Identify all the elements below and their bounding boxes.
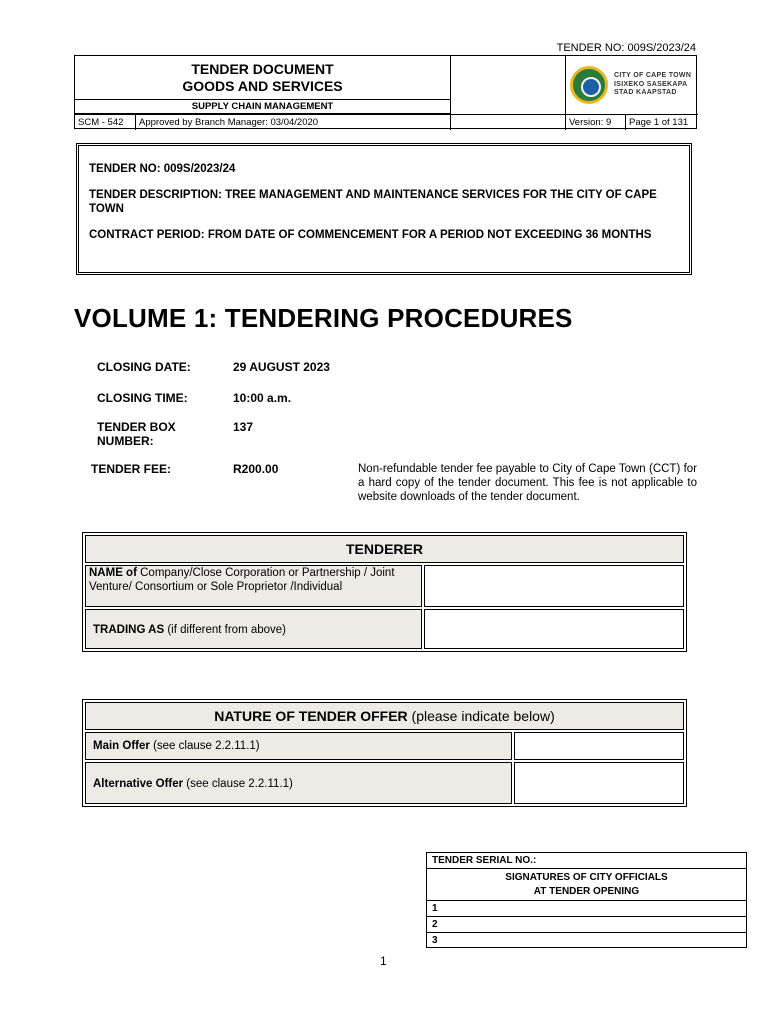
main-offer-label: [85, 732, 512, 760]
volume-title: VOLUME 1: TENDERING PROCEDURES: [74, 303, 573, 333]
logo-line-1: CITY OF CAPE TOWN: [614, 72, 692, 80]
offer-heading-rest: (please indicate below): [407, 708, 555, 724]
city-logo: [566, 56, 698, 114]
offer-heading: [85, 702, 684, 730]
document-title: [75, 56, 451, 100]
version-label: Version: 9: [566, 114, 626, 130]
header-blank-bottom: [451, 114, 566, 130]
signature-row-3[interactable]: 3: [432, 935, 438, 946]
signatures-heading: [427, 869, 746, 901]
tender-box-label-line-1: TENDER BOX: [97, 420, 176, 434]
closing-time-value: 10:00 a.m.: [233, 391, 292, 405]
closing-date-label: CLOSING DATE:: [97, 360, 191, 374]
form-code: SCM - 542: [75, 114, 136, 130]
tenderer-name-label: [85, 565, 422, 607]
signatures-heading-line-2: AT TENDER OPENING: [533, 886, 640, 897]
tender-box-value: 137: [233, 420, 254, 434]
alt-offer-bold: Alternative Offer: [93, 778, 184, 790]
logo-text: [614, 72, 691, 98]
signature-row-2[interactable]: 2: [427, 917, 746, 933]
alternative-offer-field[interactable]: [514, 762, 684, 804]
signatures-heading-line-1: SIGNATURES OF CITY OFFICIALS: [505, 872, 668, 883]
main-offer-field[interactable]: [514, 732, 684, 760]
signature-row-1[interactable]: 1: [427, 901, 746, 917]
serial-no-label: TENDER SERIAL NO.:: [427, 853, 746, 869]
main-offer-rest: (see clause 2.2.11.1): [149, 740, 260, 752]
tender-fee-label: TENDER FEE:: [91, 462, 172, 476]
tender-box-label: [97, 420, 176, 448]
tender-fee-note: Non-refundable tender fee payable to City of Cape Town (CCT) for a hard copy of the tender document. This fee is not applicable to website downloads of the tender document.: [358, 463, 697, 503]
tender-fee-value: R200.00: [233, 462, 279, 476]
info-tender-no: TENDER NO: 009S/2023/24: [89, 163, 236, 175]
title-line-2: GOODS AND SERVICES: [182, 77, 343, 94]
tender-box-label-line-2: NUMBER:: [97, 434, 154, 448]
name-label-rest: Company/Close Corporation or Partnership / Joint Venture/ Consortium or Sole Proprietor /Individual: [89, 567, 395, 593]
logo-line-3: STAD KAAPSTAD: [614, 89, 677, 97]
tender-reference: TENDER NO: 009S/2023/24: [556, 42, 696, 54]
offer-heading-bold: NATURE OF TENDER OFFER: [214, 708, 408, 724]
page-number: 1: [380, 954, 387, 968]
title-line-1: TENDER DOCUMENT: [191, 60, 334, 77]
closing-time-label: CLOSING TIME:: [97, 391, 188, 405]
name-label-bold: NAME of: [89, 567, 137, 579]
page-count: Page 1 of 131: [626, 114, 698, 130]
trading-label-bold: TRADING AS: [93, 624, 165, 636]
alt-offer-rest: (see clause 2.2.11.1): [183, 778, 293, 790]
closing-date-value: 29 AUGUST 2023: [233, 360, 330, 374]
tenderer-table: [82, 532, 687, 652]
trading-as-field[interactable]: [424, 609, 684, 649]
supply-chain-subtitle: SUPPLY CHAIN MANAGEMENT: [75, 100, 451, 114]
tenderer-name-field[interactable]: [424, 565, 684, 607]
tender-serial-table: [426, 852, 747, 948]
tenderer-heading: TENDERER: [85, 535, 684, 563]
header-blank-cell: [451, 56, 566, 114]
tender-info-box: [76, 143, 692, 275]
document-header-table: [74, 55, 697, 129]
approval-note: Approved by Branch Manager: 03/04/2020: [136, 114, 451, 130]
info-contract-period: CONTRACT PERIOD: FROM DATE OF COMMENCEMENT FOR A PERIOD NOT EXCEEDING 36 MONTHS: [89, 229, 652, 241]
main-offer-bold: Main Offer: [93, 740, 150, 752]
tender-offer-table: [82, 699, 687, 807]
city-crest-icon: [570, 66, 608, 104]
trading-label-rest: (if different from above): [164, 624, 287, 636]
info-description: TENDER DESCRIPTION: TREE MANAGEMENT AND MAINTENANCE SERVICES FOR THE CITY OF CAPE TOWN: [89, 189, 657, 215]
logo-line-2: ISIXEKO SASEKAPA: [614, 80, 688, 88]
alternative-offer-label: [85, 762, 512, 804]
trading-as-label: [85, 609, 422, 649]
